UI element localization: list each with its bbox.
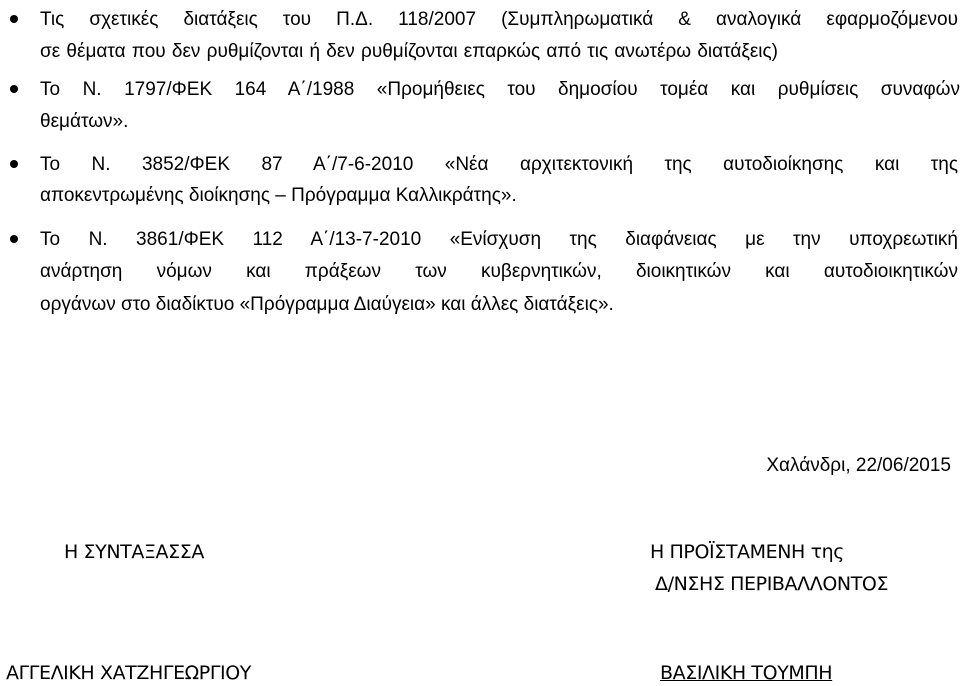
- provision-line: Το Ν. 3861/ΦΕΚ 112 Α΄/13-7-2010 «Ενίσχυση της διαφάνειας με την υποχρεωτική: [40, 229, 958, 250]
- author-title: Η ΣΥΝΤΑΞΑΣΣΑ: [64, 541, 204, 563]
- place-date: Χαλάνδρι, 22/06/2015: [766, 455, 951, 476]
- provision-line: Τις σχετικές διατάξεις του Π.Δ. 118/2007 (Συμπληρωματικά & αναλογικά εφαρμοζόμενου: [40, 9, 958, 30]
- author-name: ΑΓΓΕΛΙΚΗ ΧΑΤΖΗΓΕΩΡΓΙΟΥ: [6, 662, 252, 684]
- bullet-icon: [10, 160, 18, 168]
- bullet-icon: [10, 85, 18, 93]
- director-title: Η ΠΡΟΪΣΤΑΜΕΝΗ της: [650, 541, 845, 563]
- provision-line: θεμάτων».: [40, 111, 129, 132]
- provision-line: Το Ν. 3852/ΦΕΚ 87 Α΄/7-6-2010 «Νέα αρχιτεκτονική της αυτοδιοίκησης και της: [40, 154, 958, 175]
- director-name: ΒΑΣΙΛΙΚΗ ΤΟΥΜΠΗ: [660, 662, 833, 684]
- provision-line: αποκεντρωμένης διοίκησης – Πρόγραμμα Καλλικράτης».: [40, 185, 517, 206]
- directorate-title: Δ/ΝΣΗΣ ΠΕΡΙΒΑΛΛΟΝΤΟΣ: [655, 573, 889, 595]
- bullet-icon: [10, 235, 18, 243]
- provision-line: Το Ν. 1797/ΦΕΚ 164 Α΄/1988 «Προμήθειες του δημοσίου τομέα και ρυθμίσεις συναφών: [40, 79, 960, 100]
- provision-line: οργάνων στο διαδίκτυο «Πρόγραμμα Διαύγεια» και άλλες διατάξεις».: [40, 294, 614, 315]
- provision-line: ανάρτηση νόμων και πράξεων των κυβερνητικών, διοικητικών και αυτοδιοικητικών: [40, 261, 958, 282]
- bullet-icon: [10, 15, 18, 23]
- provision-line: σε θέματα που δεν ρυθμίζονται ή δεν ρυθμίζονται επαρκώς από τις ανωτέρω διατάξεις): [40, 41, 778, 62]
